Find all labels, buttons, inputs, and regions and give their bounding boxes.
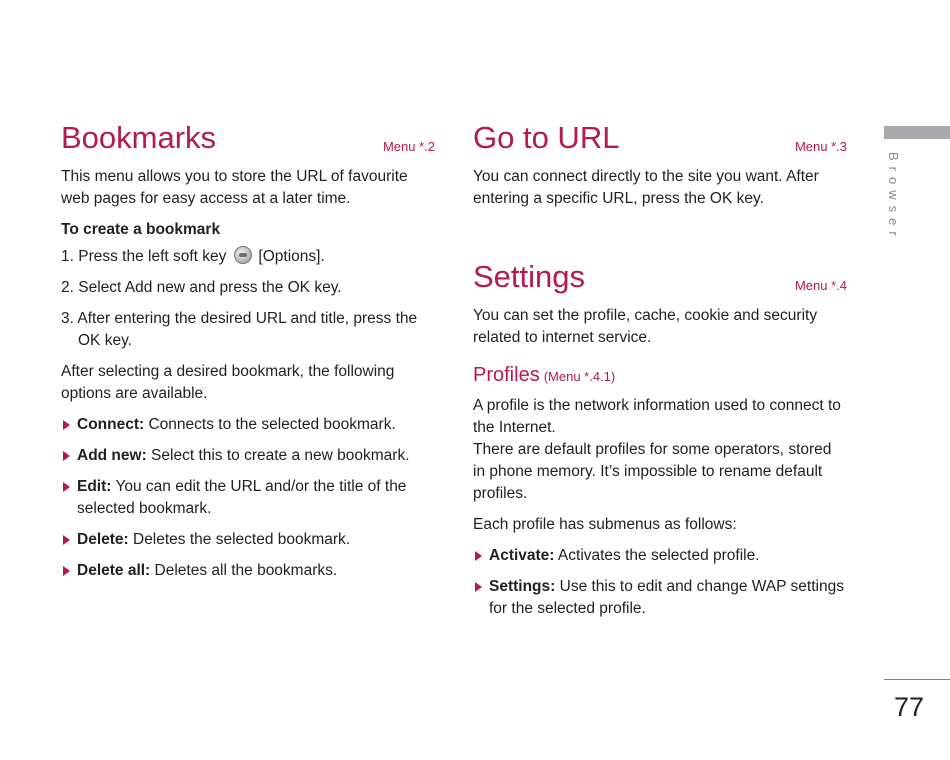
profiles-title: Profiles <box>473 364 540 386</box>
right-column <box>473 118 847 629</box>
profiles-submenu-intro: Each profile has submenus as follows: <box>473 516 737 533</box>
triangle-right-icon <box>475 582 482 592</box>
profile-options-list <box>473 545 847 620</box>
step-item: 2. Select Add new and press the OK key. <box>61 279 342 296</box>
create-bookmark-steps <box>61 246 435 352</box>
triangle-right-icon <box>63 451 70 461</box>
option-item <box>473 545 847 567</box>
option-label: Connect: <box>77 416 145 433</box>
option-item <box>61 529 435 551</box>
profiles-text: There are default profiles for some operators, stored in phone memory. It’s impossible to rename default profiles. <box>473 441 832 502</box>
option-label: Delete: <box>77 531 129 548</box>
option-desc: Use this to edit and change WAP settings for the selected profile. <box>489 578 844 617</box>
settings-menu-ref: Menu *.4 <box>794 278 847 293</box>
side-tab-bar <box>884 126 950 139</box>
settings-text: You can set the profile, cache, cookie and security related to internet service. <box>473 307 818 346</box>
bookmarks-intro: This menu allows you to store the URL of favourite web pages for easy access at a later time. <box>61 168 408 207</box>
profiles-text: A profile is the network information used to connect to the Internet. <box>473 397 841 436</box>
option-item <box>61 476 435 520</box>
go-to-url-title: Go to URL <box>473 120 620 155</box>
profiles-menu-ref: (Menu *.4.1) <box>543 369 616 384</box>
side-tab-label: Browser <box>886 152 901 242</box>
bookmarks-title: Bookmarks <box>61 120 217 155</box>
option-label: Add new: <box>77 447 147 464</box>
option-desc: Activates the selected profile. <box>554 547 760 564</box>
step-text: 1. Press the left soft key <box>61 248 227 265</box>
option-desc: You can edit the URL and/or the title of the selected bookmark. <box>77 478 407 517</box>
option-desc: Connects to the selected bookmark. <box>144 416 396 433</box>
settings-header <box>473 257 847 305</box>
option-label: Activate: <box>489 547 555 564</box>
section-spacer <box>473 219 847 257</box>
triangle-right-icon <box>63 420 70 430</box>
left-column <box>61 118 435 591</box>
bookmark-options-list <box>61 414 435 582</box>
step-text: [Options]. <box>258 248 325 265</box>
bookmarks-menu-ref: Menu *.2 <box>382 139 435 154</box>
go-to-url-text: You can connect directly to the site you want. After entering a specific URL, press the OK key. <box>473 168 819 207</box>
go-to-url-menu-ref: Menu *.3 <box>794 139 847 154</box>
go-to-url-header <box>473 118 847 166</box>
settings-title: Settings <box>473 259 586 294</box>
option-item <box>61 445 435 467</box>
triangle-right-icon <box>63 566 70 576</box>
option-desc: Deletes all the bookmarks. <box>150 562 338 579</box>
option-item <box>61 560 435 582</box>
option-label: Edit: <box>77 478 112 495</box>
option-label: Settings: <box>489 578 556 595</box>
bookmarks-header <box>61 118 435 166</box>
option-label: Delete all: <box>77 562 151 579</box>
triangle-right-icon <box>63 535 70 545</box>
page-number-rule <box>884 679 950 680</box>
option-desc: Deletes the selected bookmark. <box>128 531 351 548</box>
page-number: 77 <box>893 692 924 722</box>
option-item <box>473 576 847 620</box>
triangle-right-icon <box>475 551 482 561</box>
triangle-right-icon <box>63 482 70 492</box>
option-item <box>61 414 435 436</box>
create-bookmark-heading: To create a bookmark <box>61 221 221 238</box>
option-desc: Select this to create a new bookmark. <box>146 447 410 464</box>
left-soft-key-icon <box>234 246 252 264</box>
profiles-header <box>473 363 847 389</box>
step-item: 3. After entering the desired URL and title, press the OK key. <box>61 310 418 349</box>
step-item <box>61 246 435 268</box>
bookmark-options-intro: After selecting a desired bookmark, the following options are available. <box>61 363 395 402</box>
